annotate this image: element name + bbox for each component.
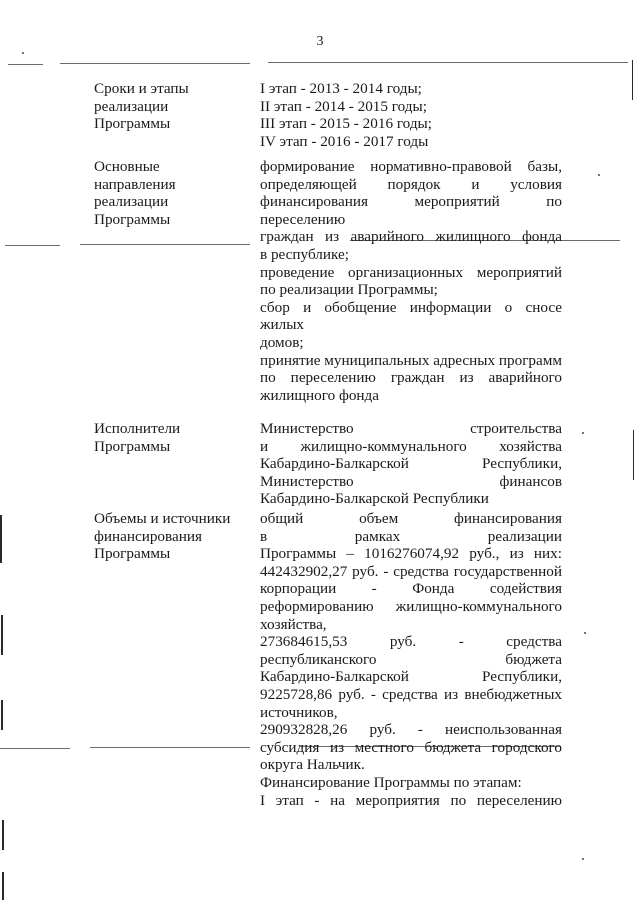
content-line: проведение организационных мероприятий <box>260 263 562 281</box>
row-label <box>94 510 244 563</box>
scan-speck <box>582 432 584 434</box>
content-line: II этап - 2014 - 2015 годы; <box>260 97 427 115</box>
content-line: республиканского бюджета <box>260 650 562 668</box>
content-line: 290932828,26 руб. - неиспользованная <box>260 721 562 739</box>
content-line: финансирования мероприятий по переселению <box>260 193 562 228</box>
label-line: Программы <box>94 545 171 563</box>
content-line: Министерство финансов <box>260 472 562 490</box>
content-line: и жилищно-коммунального хозяйства <box>260 437 562 455</box>
content-line: 273684615,53 руб. - средства <box>260 633 562 651</box>
label-line: Программы <box>94 437 171 455</box>
scan-artifact-line <box>90 747 250 748</box>
content-line: сбор и обобщение информации о сносе жилых <box>260 298 562 334</box>
scan-edge-mark <box>1 615 3 655</box>
content-line: округа Нальчик. <box>260 756 365 774</box>
content-line: граждан из аварийного жилищного фонда <box>260 228 562 246</box>
content-line: по реализации Программы; <box>260 281 438 299</box>
scan-artifact-line <box>5 245 60 246</box>
scan-edge-mark <box>1 700 3 730</box>
label-line: реализации <box>94 97 169 115</box>
content-line: субсидия из местного бюджета городского <box>260 738 562 756</box>
scan-speck <box>22 52 24 54</box>
label-line: Исполнители <box>94 420 181 437</box>
row-content <box>260 510 562 809</box>
scan-artifact-line <box>80 244 250 245</box>
content-line: определяющей порядок и условия <box>260 175 562 193</box>
row-label <box>94 420 244 455</box>
label-line: Объемы и источники <box>94 510 231 527</box>
content-line: в рамках реализации <box>260 527 562 545</box>
content-line: жилищного фонда <box>260 386 380 404</box>
content-line: III этап - 2015 - 2016 годы; <box>260 115 432 133</box>
content-line: IV этап - 2016 - 2017 годы <box>260 132 429 150</box>
content-line: Министерство строительства <box>260 420 562 437</box>
label-line: Программы <box>94 115 171 133</box>
content-line: Кабардино-Балкарской Республики, <box>260 668 562 686</box>
content-line: в республике; <box>260 245 349 263</box>
label-line: Основные <box>94 158 160 175</box>
content-line: 9225728,86 руб. - средства из внебюджетных <box>260 685 562 703</box>
scan-edge-mark <box>2 820 4 850</box>
content-line: Кабардино-Балкарской Республики, <box>260 455 562 473</box>
content-line: источников, <box>260 703 338 721</box>
scan-speck <box>582 858 584 860</box>
content-line: I этап - на мероприятия по переселению <box>260 791 562 809</box>
scan-speck <box>584 632 586 634</box>
scan-edge-mark <box>2 872 4 900</box>
content-line: реформированию жилищно-коммунального <box>260 597 562 615</box>
row-label <box>94 158 244 228</box>
page-number: 3 <box>316 34 324 49</box>
row-content <box>260 80 562 150</box>
content-line: I этап - 2013 - 2014 годы; <box>260 80 422 97</box>
content-line: хозяйства, <box>260 615 327 633</box>
scan-artifact-line <box>268 62 628 63</box>
content-line: Кабардино-Балкарской Республики <box>260 490 489 508</box>
content-line: домов; <box>260 333 304 351</box>
content-line: корпорации - Фонда содействия <box>260 580 562 598</box>
row-content <box>260 420 562 508</box>
row-content <box>260 158 562 404</box>
label-line: Программы <box>94 210 171 228</box>
scan-edge-mark <box>633 430 634 480</box>
content-line: общий объем финансирования <box>260 510 562 527</box>
content-line: Программы – 1016276074,92 руб., из них: <box>260 545 562 563</box>
scan-edge-mark <box>632 60 633 100</box>
label-line: реализации <box>94 193 169 211</box>
content-line: по переселению граждан из аварийного <box>260 369 562 387</box>
content-line: Финансирование Программы по этапам: <box>260 773 522 791</box>
label-line: финансирования <box>94 527 202 545</box>
scan-artifact-line <box>60 63 250 64</box>
row-label <box>94 80 244 133</box>
scan-artifact-line <box>0 748 70 749</box>
scan-speck <box>598 174 600 176</box>
label-line: направления <box>94 175 176 193</box>
content-line: 442432902,27 руб. - средства государственной <box>260 562 562 580</box>
content-line: формирование нормативно-правовой базы, <box>260 158 562 175</box>
label-line: Сроки и этапы <box>94 80 189 97</box>
scan-edge-mark <box>0 515 2 563</box>
scan-artifact-line <box>8 64 43 65</box>
content-line: принятие муниципальных адресных программ <box>260 351 562 369</box>
